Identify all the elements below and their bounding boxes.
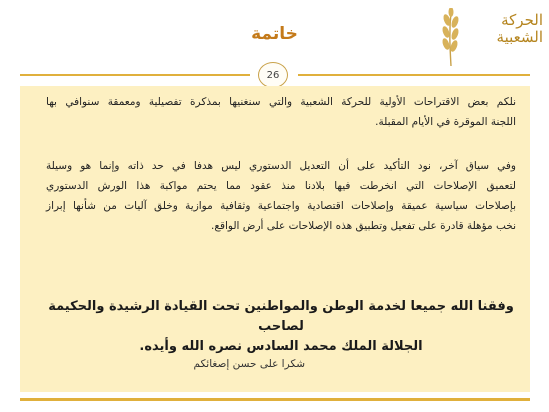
slide-title: خاتمة	[251, 24, 298, 44]
divider-right	[298, 74, 530, 76]
divider-left	[20, 74, 250, 76]
paragraph-intro	[46, 92, 516, 132]
page-number-badge: 26	[258, 62, 288, 88]
paragraph-constitutional-reform	[46, 156, 516, 236]
paragraph-line: نلكم بعض الاقتراحات الأولية للحركة الشعبية والتي سنغنيها بمذكرة تفصيلية ومعمقة سنوافي بها	[46, 96, 516, 108]
closing-statement	[46, 297, 516, 357]
paragraph-line: بإصلاحات سياسية عميقة وإصلاحات اقتصادية واجتماعية وثقافية موازية وخلق آليات من شأنها إبراز	[46, 200, 516, 212]
logo-line-2: الشعبية	[496, 28, 543, 46]
paragraph-line: وفي سياق آخر، نود التأكيد على أن التعديل الدستوري ليس هدفا في حد ذاته وإنما هو وسيلة	[46, 160, 516, 172]
closing-line: الجلالة الملك محمد السادس نصره الله وأيده.	[139, 339, 423, 354]
thanks-note: شكرا على حسن إصغائكم	[193, 358, 305, 370]
paragraph-line: اللجنة الموقرة في الأيام المقبلة.	[375, 116, 516, 128]
bottom-bar	[20, 398, 530, 401]
logo-line-1: الحركة	[501, 11, 543, 29]
paragraph-line: لتعميق الإصلاحات التي انخرطت فيها بلادنا منذ عقود مما يحتم مواكبة هذا الورش الدستوري	[46, 180, 516, 192]
closing-line: وفقنا الله جميعا لخدمة الوطن والمواطنين تحت القيادة الرشيدة والحكيمة لصاحب	[48, 299, 514, 334]
paragraph-line: نخب مؤهلة قادرة على تفعيل وتطبيق هذه الإصلاحات على أرض الواقع.	[211, 220, 516, 232]
